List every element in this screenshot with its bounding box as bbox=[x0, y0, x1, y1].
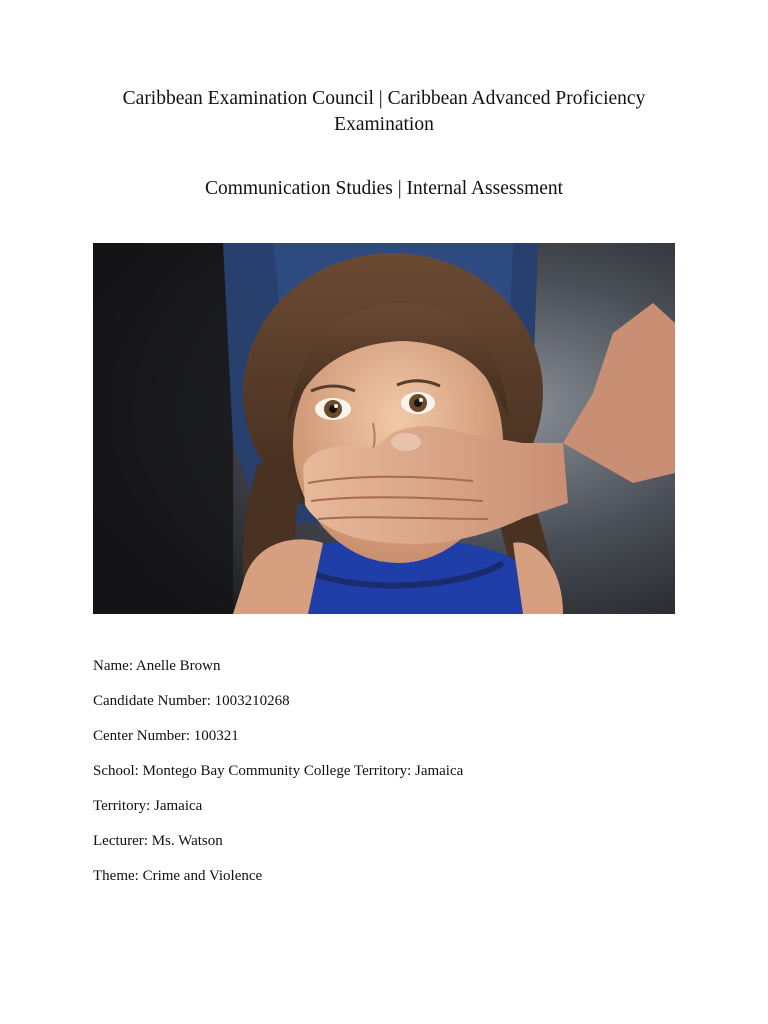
detail-center-number: Center Number: 100321 bbox=[93, 728, 239, 744]
document-title: Caribbean Examination Council | Caribbean Advanced Proficiency Examination bbox=[122, 88, 646, 135]
candidate-details bbox=[93, 656, 463, 901]
detail-territory: Territory: Jamaica bbox=[93, 798, 203, 814]
detail-school: School: Montego Bay Community College Territory: Jamaica bbox=[93, 763, 464, 779]
detail-candidate-number: Candidate Number: 1003210268 bbox=[93, 693, 290, 709]
document-subtitle: Communication Studies | Internal Assessment bbox=[204, 178, 564, 199]
detail-theme: Theme: Crime and Violence bbox=[93, 868, 263, 884]
detail-name: Name: Anelle Brown bbox=[93, 658, 221, 674]
cover-photo bbox=[93, 243, 675, 614]
detail-lecturer: Lecturer: Ms. Watson bbox=[93, 833, 223, 849]
